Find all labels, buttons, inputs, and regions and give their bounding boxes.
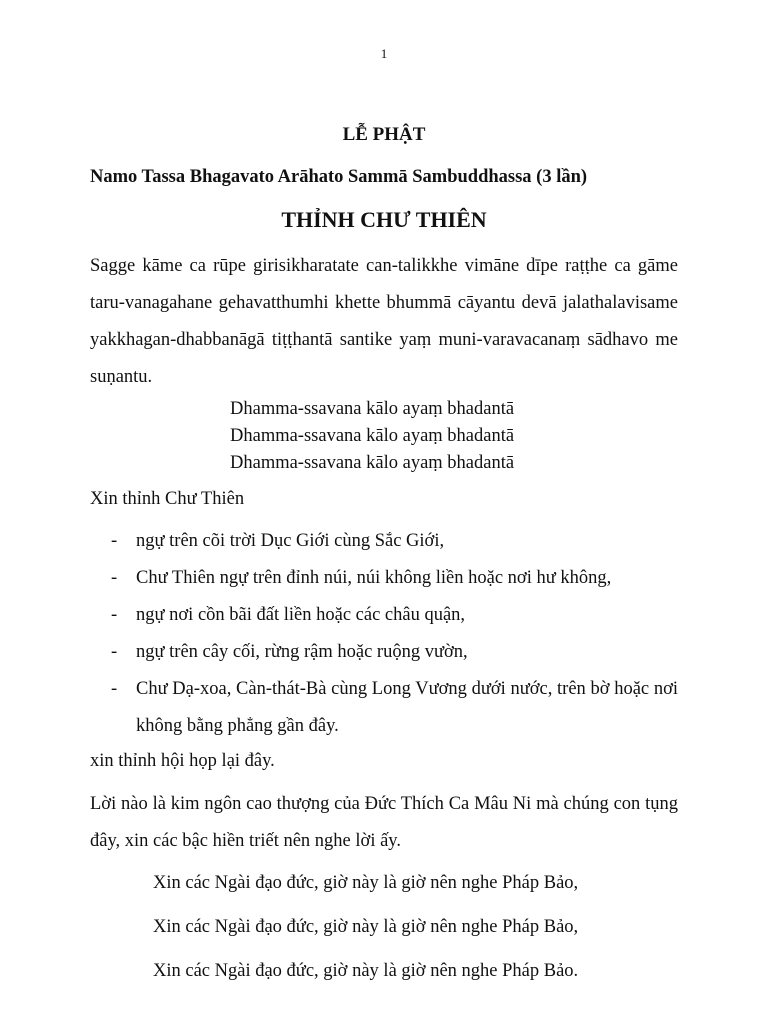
pali-paragraph: Sagge kāme ca rūpe girisikharatate can-talikkhe vimāne dīpe raṭṭhe ca gāme taru-vanagahane gehavatthumhi khette bhummā cāyantu devā jalathalavisame yakkhagan-dhabbanāgā tiṭṭhantā santike yaṃ muni-varavacanaṃ sādhavo me suṇantu. xyxy=(90,256,678,387)
list-item xyxy=(90,634,678,671)
xin-lines-block xyxy=(153,865,578,997)
invite-heading: Xin thỉnh Chư Thiên xyxy=(90,489,245,509)
refrain-line: Dhamma-ssavana kālo ayaṃ bhadantā xyxy=(230,453,515,473)
page-number: 1 xyxy=(380,46,388,61)
closing-paragraph: Lời nào là kim ngôn cao thượng của Đức Thích Ca Mâu Ni mà chúng con tụng đây, xin các bậc hiền triết nên nghe lời ấy. xyxy=(90,794,678,851)
title-thinh-chu-thien: THỈNH CHƯ THIÊN xyxy=(281,207,487,232)
list-item xyxy=(90,523,678,560)
assemble-line: xin thỉnh hội họp lại đây. xyxy=(90,751,275,771)
list-item xyxy=(90,560,678,597)
bullet-dash: - xyxy=(111,605,118,625)
list-item-text: ngự trên cây cối, rừng rậm hoặc ruộng vườn, xyxy=(136,642,468,662)
list-item xyxy=(90,597,678,634)
bullet-dash: - xyxy=(111,642,118,662)
xin-line: Xin các Ngài đạo đức, giờ này là giờ nên nghe Pháp Bảo. xyxy=(153,961,579,981)
namo-line: Namo Tassa Bhagavato Arāhato Sammā Sambuddhassa (3 lần) xyxy=(90,167,588,187)
title-le-phat: LỄ PHẬT xyxy=(342,124,426,145)
list-item-text: ngự nơi cồn bãi đất liền hoặc các châu quận, xyxy=(136,605,466,625)
refrain-line: Dhamma-ssavana kālo ayaṃ bhadantā xyxy=(230,399,515,419)
refrain-line: Dhamma-ssavana kālo ayaṃ bhadantā xyxy=(230,426,515,446)
xin-line: Xin các Ngài đạo đức, giờ này là giờ nên nghe Pháp Bảo, xyxy=(153,873,579,893)
bullet-dash: - xyxy=(111,568,118,588)
bullet-list xyxy=(90,523,678,745)
bullet-dash: - xyxy=(111,531,118,551)
list-item-text: Chư Dạ-xoa, Càn-thát-Bà cùng Long Vương dưới nước, trên bờ hoặc nơi không bằng phẳng gần đây. xyxy=(136,679,678,736)
list-item-text: Chư Thiên ngự trên đỉnh núi, núi không liền hoặc nơi hư không, xyxy=(136,568,612,588)
list-item-text: ngự trên cõi trời Dục Giới cùng Sắc Giới, xyxy=(136,531,445,551)
list-item xyxy=(90,671,678,745)
bullet-dash: - xyxy=(111,679,118,699)
refrain-block xyxy=(230,396,514,477)
xin-line: Xin các Ngài đạo đức, giờ này là giờ nên nghe Pháp Bảo, xyxy=(153,917,579,937)
